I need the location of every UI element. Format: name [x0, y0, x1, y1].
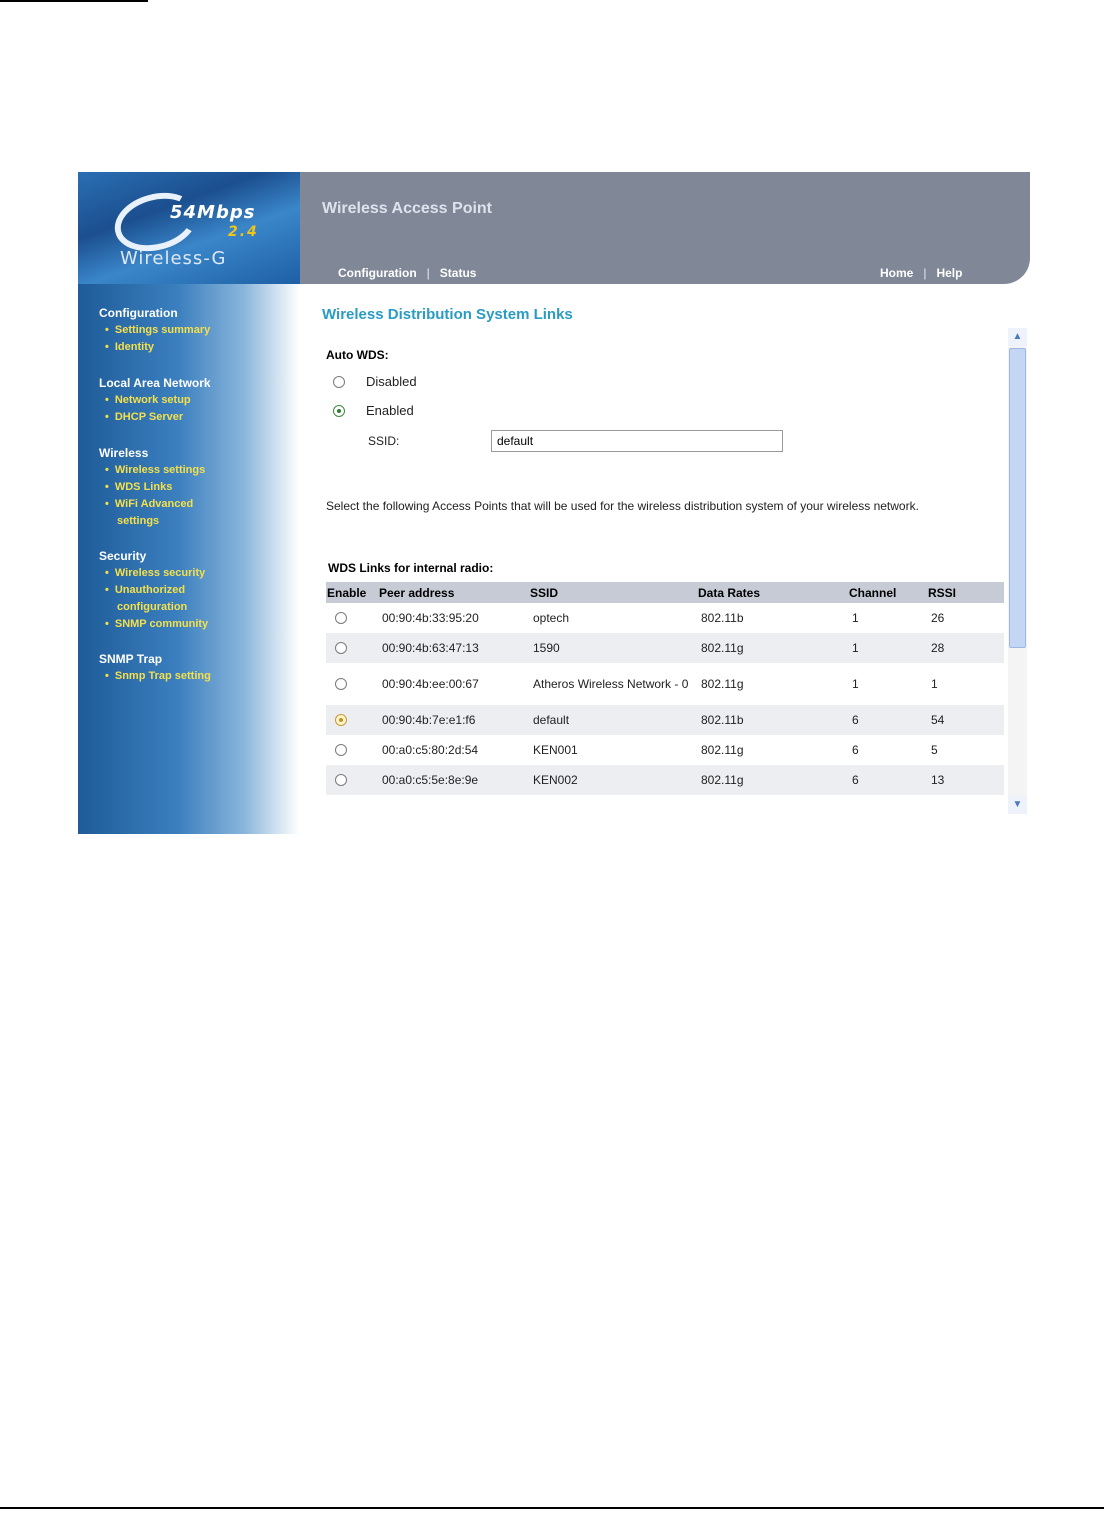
nav-configuration-link[interactable]: Configuration [338, 266, 417, 280]
rssi-cell: 13 [925, 765, 1004, 795]
table-row [326, 603, 1004, 633]
nav-separator: | [426, 266, 430, 280]
scroll-up-arrow-icon[interactable]: ▲ [1008, 328, 1027, 346]
table-row [326, 705, 1004, 735]
sidebar-item-network-setup[interactable]: • Network setup [105, 394, 191, 406]
sidebar-item-unauthorized[interactable]: • Unauthorized [105, 584, 186, 596]
sidebar-heading[interactable]: Wireless [99, 446, 149, 460]
logo-band-text: 2.4 [228, 224, 259, 240]
sidebar-item-wifi-advanced-cont[interactable]: settings [117, 515, 160, 527]
rssi-cell: 54 [925, 705, 1004, 735]
enable-cell [326, 765, 376, 795]
vertical-scrollbar[interactable] [1008, 328, 1027, 814]
channel-cell: 6 [852, 743, 859, 757]
rssi-cell: 26 [931, 611, 945, 625]
sidebar-item-wireless-settings[interactable]: • Wireless settings [105, 464, 206, 476]
top-nav-left [338, 266, 476, 280]
auto-wds-enabled-radio[interactable] [333, 405, 345, 417]
sidebar-section-lan [99, 376, 211, 426]
ssid-input[interactable] [491, 430, 783, 452]
table-row [326, 633, 1004, 663]
column-header-enable: Enable [326, 582, 376, 603]
router-admin-window [78, 172, 1030, 834]
column-header-channel: Channel [846, 582, 925, 603]
wds-links-table [326, 582, 1004, 795]
ssid-cell: Atheros Wireless Network - 0 [533, 676, 689, 691]
enable-radio[interactable] [335, 642, 347, 654]
auto-wds-disabled-label: Disabled [366, 374, 417, 389]
sidebar-section-wireless [99, 446, 205, 530]
sidebar-item-unauthorized-cont[interactable]: configuration [117, 601, 188, 613]
data-rate-cell: 802.11b [695, 705, 846, 735]
sidebar-heading[interactable]: Security [99, 549, 147, 563]
column-header-ssid: SSID [527, 582, 695, 603]
sidebar-section-security [99, 549, 208, 633]
top-nav-right [880, 266, 962, 280]
table-row [326, 735, 1004, 765]
app-title: Wireless Access Point [322, 200, 493, 217]
channel-cell: 6 [846, 765, 925, 795]
ssid-cell: KEN002 [527, 765, 695, 795]
ssid-cell: default [527, 705, 695, 735]
data-rate-cell: 802.11g [701, 743, 744, 757]
scroll-thumb[interactable] [1009, 348, 1026, 648]
peer-address-cell: 00:90:4b:63:47:13 [376, 633, 527, 663]
peer-address-cell: 00:a0:c5:5e:8e:9e [376, 765, 527, 795]
nav-home-link[interactable]: Home [880, 266, 914, 280]
table-row [326, 663, 1004, 705]
sidebar-item-settings-summary[interactable]: • Settings summary [105, 324, 211, 336]
header-bar [300, 172, 1030, 284]
sidebar [78, 284, 300, 834]
bottom-rule [0, 1507, 1104, 1509]
enable-cell [326, 663, 376, 705]
data-rate-cell: 802.11g [701, 677, 744, 691]
table-header-row [326, 582, 1004, 603]
data-rate-cell: 802.11g [695, 765, 846, 795]
ssid-cell: optech [533, 611, 570, 625]
sidebar-heading[interactable]: Configuration [99, 306, 178, 320]
peer-address-cell: 00:90:4b:7e:e1:f6 [376, 705, 527, 735]
enable-cell [326, 735, 376, 765]
sidebar-item-dhcp-server[interactable]: • DHCP Server [105, 411, 184, 423]
enable-radio[interactable] [335, 774, 347, 786]
data-rate-cell: 802.11b [701, 611, 744, 625]
enable-radio[interactable] [335, 714, 347, 726]
rssi-cell: 28 [925, 633, 1004, 663]
channel-cell: 1 [846, 633, 925, 663]
nav-status-link[interactable]: Status [439, 266, 477, 280]
sidebar-heading[interactable]: SNMP Trap [99, 652, 163, 666]
peer-address-cell: 00:90:4b:ee:00:67 [382, 677, 479, 691]
brand-logo [78, 172, 300, 284]
main-content [300, 284, 1030, 834]
peer-address-cell: 00:a0:c5:80:2d:54 [382, 743, 479, 757]
enable-cell [326, 633, 376, 663]
rssi-cell: 1 [931, 677, 938, 691]
enable-cell [326, 603, 376, 633]
page-title: Wireless Distribution System Links [322, 306, 573, 323]
sidebar-item-snmp-community[interactable]: • SNMP community [105, 618, 209, 630]
table-title: WDS Links for internal radio: [328, 561, 494, 575]
sidebar-heading[interactable]: Local Area Network [99, 376, 211, 390]
ssid-cell: 1590 [527, 633, 695, 663]
auto-wds-disabled-radio[interactable] [333, 376, 345, 388]
nav-separator: | [923, 266, 927, 280]
enable-radio[interactable] [335, 678, 347, 690]
channel-cell: 1 [852, 677, 859, 691]
description-text: Select the following Access Points that will be used for the wireless distribution system of your wireless network. [326, 499, 919, 513]
column-header-data-rates: Data Rates [695, 582, 846, 603]
nav-help-link[interactable]: Help [936, 266, 963, 280]
ssid-label: SSID: [368, 434, 400, 448]
logo-speed-text: 54Mbps [170, 202, 256, 223]
peer-address-cell: 00:90:4b:33:95:20 [382, 611, 479, 625]
auto-wds-enabled-label: Enabled [366, 403, 414, 418]
sidebar-item-snmp-trap-setting[interactable]: • Snmp Trap setting [105, 670, 211, 682]
sidebar-item-wifi-advanced[interactable]: • WiFi Advanced [105, 498, 194, 510]
column-header-rssi: RSSI [925, 582, 1004, 603]
sidebar-section-configuration [99, 306, 210, 356]
channel-cell: 1 [852, 611, 859, 625]
top-rule [0, 0, 148, 2]
enable-cell [326, 705, 376, 735]
logo-brand-text: Wireless-G [120, 248, 227, 269]
scroll-down-arrow-icon[interactable]: ▼ [1008, 796, 1027, 814]
enable-radio[interactable] [335, 612, 347, 624]
rssi-cell: 5 [931, 743, 938, 757]
enable-radio[interactable] [335, 744, 347, 756]
sidebar-item-wireless-security[interactable]: • Wireless security [105, 567, 206, 579]
sidebar-section-snmp-trap [99, 652, 211, 685]
table-row [326, 765, 1004, 795]
sidebar-item-wds-links[interactable]: • WDS Links [105, 481, 173, 493]
data-rate-cell: 802.11g [695, 633, 846, 663]
ssid-cell: KEN001 [533, 743, 578, 757]
auto-wds-label: Auto WDS: [326, 348, 389, 362]
sidebar-item-identity[interactable]: • Identity [105, 341, 154, 353]
column-header-peer-address: Peer address [376, 582, 527, 603]
channel-cell: 6 [846, 705, 925, 735]
